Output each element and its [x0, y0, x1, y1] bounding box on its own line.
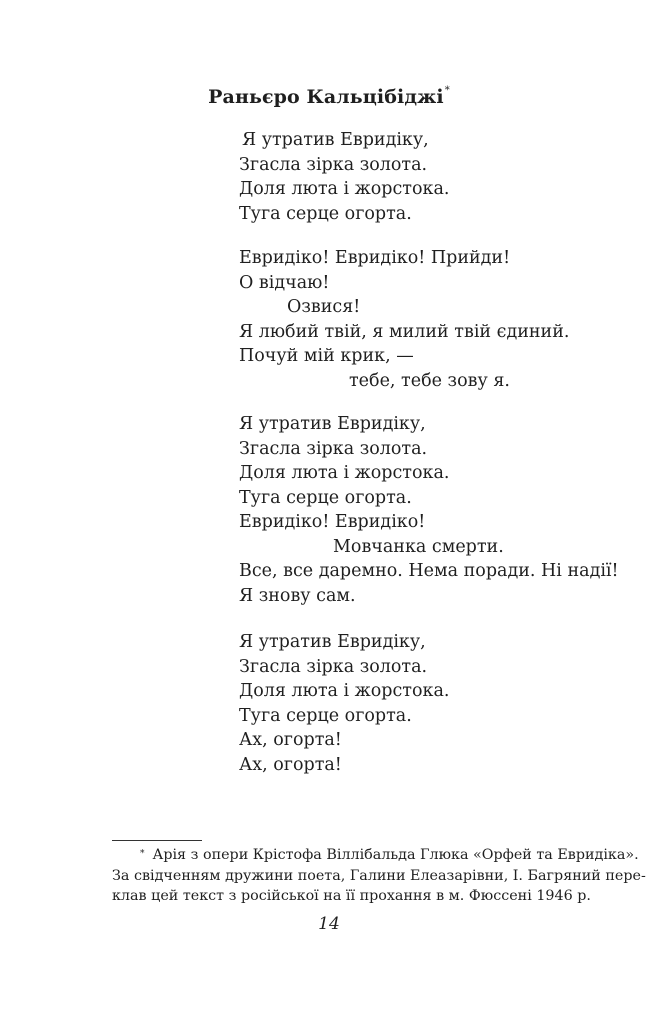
footnote-line [112, 845, 639, 866]
poem-title-text: Раньєро Кальцібіджі [208, 86, 444, 108]
verse-line: Я утратив Евридіку, [242, 130, 429, 150]
verse-line: Ах, огорта! [239, 754, 342, 775]
verse-line: Я знову сам. [239, 585, 356, 606]
verse-line: Згасла зірка золота. [239, 154, 428, 175]
verse-line: Доля люта і жорстока. [239, 463, 450, 483]
poem-body [239, 128, 639, 797]
footnote-line: клав цей текст з російської на її прохання в м. Фюссені 1946 р. [112, 888, 591, 904]
verse-line: Доля люта і жорстока. [239, 179, 450, 199]
verse-line: О відчаю! [239, 272, 330, 293]
footnote-mark: * [140, 849, 145, 859]
title-footnote-mark: * [444, 85, 450, 96]
verse-line: Я утратив Евридіку, [239, 632, 426, 652]
verse-line: Доля люта і жорстока. [239, 681, 450, 701]
footnote-divider [112, 840, 202, 841]
verse-line: Туга серце огорта. [239, 487, 412, 508]
verse-line: Озвися! [287, 297, 361, 317]
verse-line: тебе, тебе зову я. [349, 370, 510, 391]
footnote [112, 845, 646, 907]
verse-line: Згасла зірка золота. [239, 656, 428, 677]
verse-line: Я утратив Евридіку, [239, 414, 426, 434]
stanza-4 [239, 630, 639, 777]
footnote-line: За свідченням дружини поета, Галини Елеазарівни, І. Багряний пере- [112, 867, 646, 884]
verse-line: Ах, огорта! [239, 730, 342, 750]
verse-line: Мовчанка смерти. [333, 536, 504, 557]
stanza-2 [239, 246, 639, 393]
verse-line: Почуй мій крик, — [239, 346, 414, 366]
verse-line: Туга серце огорта. [239, 203, 412, 224]
poem-title [0, 86, 658, 108]
page-number: 14 [318, 914, 340, 934]
verse-line: Туга серце огорта. [239, 705, 412, 726]
verse-line: Я любий твій, я милий твій єдиний. [239, 321, 570, 342]
stanza-3 [239, 412, 639, 608]
stanza-1 [239, 128, 639, 226]
verse-line: Евридіко! Евридіко! [239, 512, 426, 532]
footnote-text: Арія з опери Крістофа Віллібальда Глюка «Орфей та Евридіка». [152, 847, 639, 863]
verse-line: Все, все даремно. Нема поради. Ні надії! [239, 561, 619, 581]
verse-line: Евридіко! Евридіко! Прийди! [239, 248, 511, 268]
verse-line: Згасла зірка золота. [239, 438, 428, 459]
